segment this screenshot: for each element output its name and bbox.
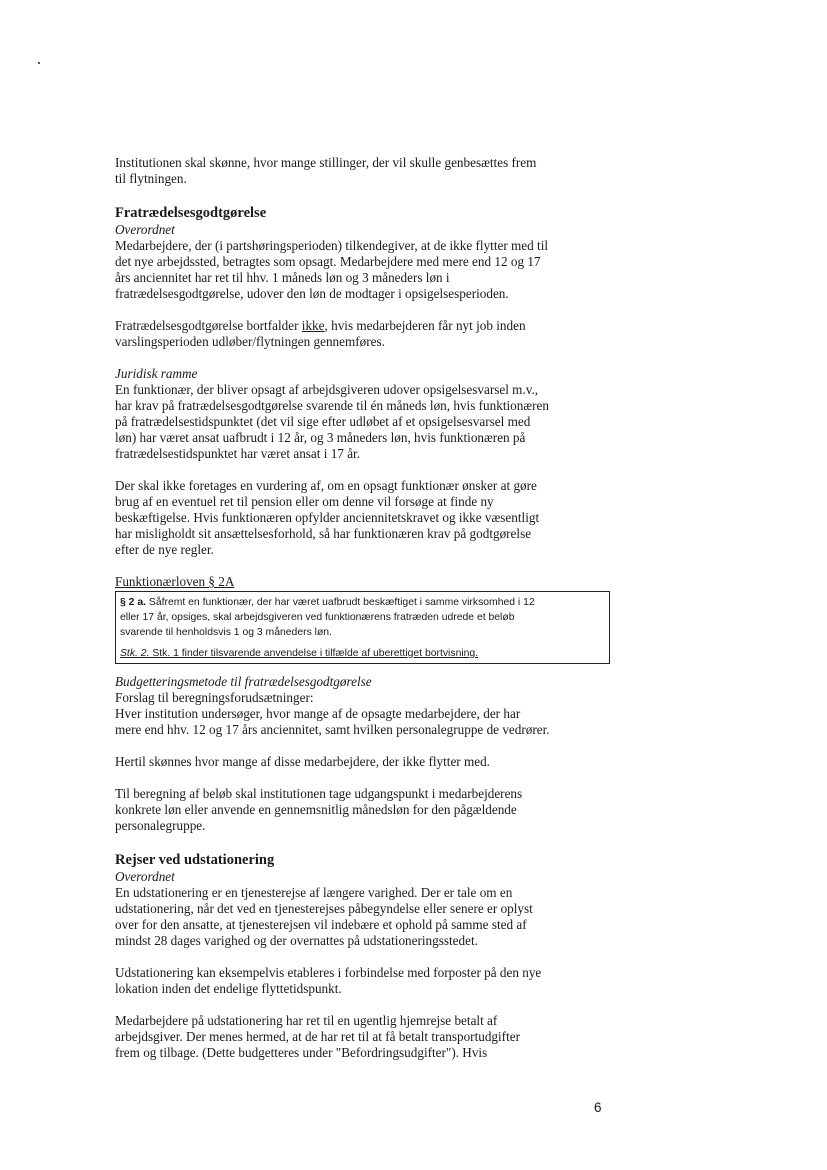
subheading-overordnet: Overordnet <box>115 869 175 884</box>
paragraph-line: brug af en eventuel ret til pension eller om denne vil forsøge at finde ny <box>115 494 494 509</box>
paragraph-line: frem og tilbage. (Dette budgetteres under "Befordringsudgifter"). Hvis <box>115 1045 488 1060</box>
subheading-juridisk-ramme: Juridisk ramme <box>115 366 198 381</box>
scan-speck <box>38 62 40 64</box>
paragraph-line: En funktionær, der bliver opsagt af arbejdsgiveren udover opsigelsesvarsel m.v., <box>115 382 539 397</box>
paragraph-line: Der skal ikke foretages en vurdering af, om en opsagt funktionær ønsker at gøre <box>115 478 537 493</box>
intro-line-2: til flytningen. <box>115 171 187 186</box>
paragraph-line: Medarbejdere på udstationering har ret til en ugentlig hjemrejse betalt af <box>115 1013 498 1028</box>
paragraph-line: det nye arbejdssted, betragtes som opsagt. Medarbejdere med mere end 12 og 17 <box>115 254 541 269</box>
paragraph-line: Til beregning af beløb skal institutionen tage udgangspunkt i medarbejderens <box>115 786 523 801</box>
paragraph-line: En udstationering er en tjenesterejse af længere varighed. Der er tale om en <box>115 885 513 900</box>
intro-line-1: Institutionen skal skønne, hvor mange stillinger, der vil skulle genbesættes frem <box>115 155 537 170</box>
document-body <box>115 155 615 1061</box>
paragraph-line: beskæftigelse. Hvis funktionæren opfylder anciennitetskravet og ikke væsentligt <box>115 510 540 525</box>
paragraph-line: Hertil skønnes hvor mange af disse medarbejdere, der ikke flytter med. <box>115 754 490 769</box>
law-reference-title: Funktionærloven § 2A <box>115 574 235 589</box>
law-quote-box <box>115 591 610 664</box>
paragraph-line: konkrete løn eller anvende en gennemsnitlig månedsløn for den pågældende <box>115 802 517 817</box>
section-heading-fratraedelse: Fratrædelsesgodtgørelse <box>115 205 267 221</box>
paragraph-line: på fratrædelsestidspunktet (det vil sige efter udløbet af et opsigelsesvarsel med <box>115 414 531 429</box>
paragraph-line: Udstationering kan eksempelvis etableres i forbindelse med forposter på den nye <box>115 965 542 980</box>
paragraph-line: personalegruppe. <box>115 818 206 833</box>
paragraph-line: over for den ansatte, at tjenesterejsen vil indebære et ophold på samme sted af <box>115 917 527 932</box>
paragraph-line: arbejdsgiver. Der menes hermed, at de har ret til at få betalt transportudgifter <box>115 1029 520 1044</box>
section-heading-rejser: Rejser ved udstationering <box>115 852 275 868</box>
paragraph-line: fratrædelsesgodtgørelse, udover den løn de modtager i opsigelsesperioden. <box>115 286 509 301</box>
paragraph-bortfalder: Fratrædelsesgodtgørelse bortfalder ikke, hvis medarbejderen får nyt job inden <box>115 318 526 333</box>
paragraph-line: efter de nye regler. <box>115 542 214 557</box>
paragraph-line: udstationering, når det ved en tjenesterejses påbegyndelse eller senere er oplyst <box>115 901 533 916</box>
paragraph-line: løn) har været ansat uafbrudt i 12 år, og 3 måneders løn, hvis funktionæren på <box>115 430 526 445</box>
paragraph-line: Hver institution undersøger, hvor mange af de opsagte medarbejdere, der har <box>115 706 521 721</box>
subheading-overordnet: Overordnet <box>115 222 175 237</box>
subheading-budgetteringsmetode: Budgetteringsmetode til fratrædelsesgodtgørelse <box>115 674 372 689</box>
paragraph-line: års anciennitet har ret til hhv. 1 måneds løn og 3 måneders løn i <box>115 270 450 285</box>
paragraph-line: mindst 28 dages varighed og der overnattes på udstationeringsstedet. <box>115 933 478 948</box>
page-number: 6 <box>594 1100 602 1115</box>
law-line: eller 17 år, opsiges, skal arbejdsgiveren ved funktionærens fratræden udrede et beløb <box>120 612 515 623</box>
law-stk-line: Stk. 2. Stk. 1 finder tilsvarende anvendelse i tilfælde af uberettiget bortvisning. <box>120 648 479 659</box>
paragraph-line: fratrædelsestidspunktet har været ansat i 17 år. <box>115 446 361 461</box>
paragraph-line: mere end hhv. 12 og 17 års anciennitet, samt hvilken personalegruppe de vedrører. <box>115 722 550 737</box>
paragraph-line: har misligholdt sit ansættelsesforhold, så har funktionæren krav på godtgørelse <box>115 526 532 541</box>
paragraph-line: varslingsperioden udløber/flytningen gennemføres. <box>115 334 385 349</box>
underlined-ikke: ikke <box>301 318 325 333</box>
law-line: § 2 a. Såfremt en funktionær, der har været uafbrudt beskæftiget i samme virksomhed i 12 <box>120 597 535 608</box>
law-line: svarende til henholdsvis 1 og 3 måneders løn. <box>120 627 332 638</box>
paragraph-line: har krav på fratrædelsesgodtgørelse svarende til én måneds løn, hvis funktionæren <box>115 398 549 413</box>
paragraph-line: Forslag til beregningsforudsætninger: <box>115 690 314 705</box>
paragraph-line: Medarbejdere, der (i partshøringsperioden) tilkendegiver, at de ikke flytter med til <box>115 238 549 253</box>
paragraph-line: lokation inden det endelige flyttetidspunkt. <box>115 981 342 996</box>
